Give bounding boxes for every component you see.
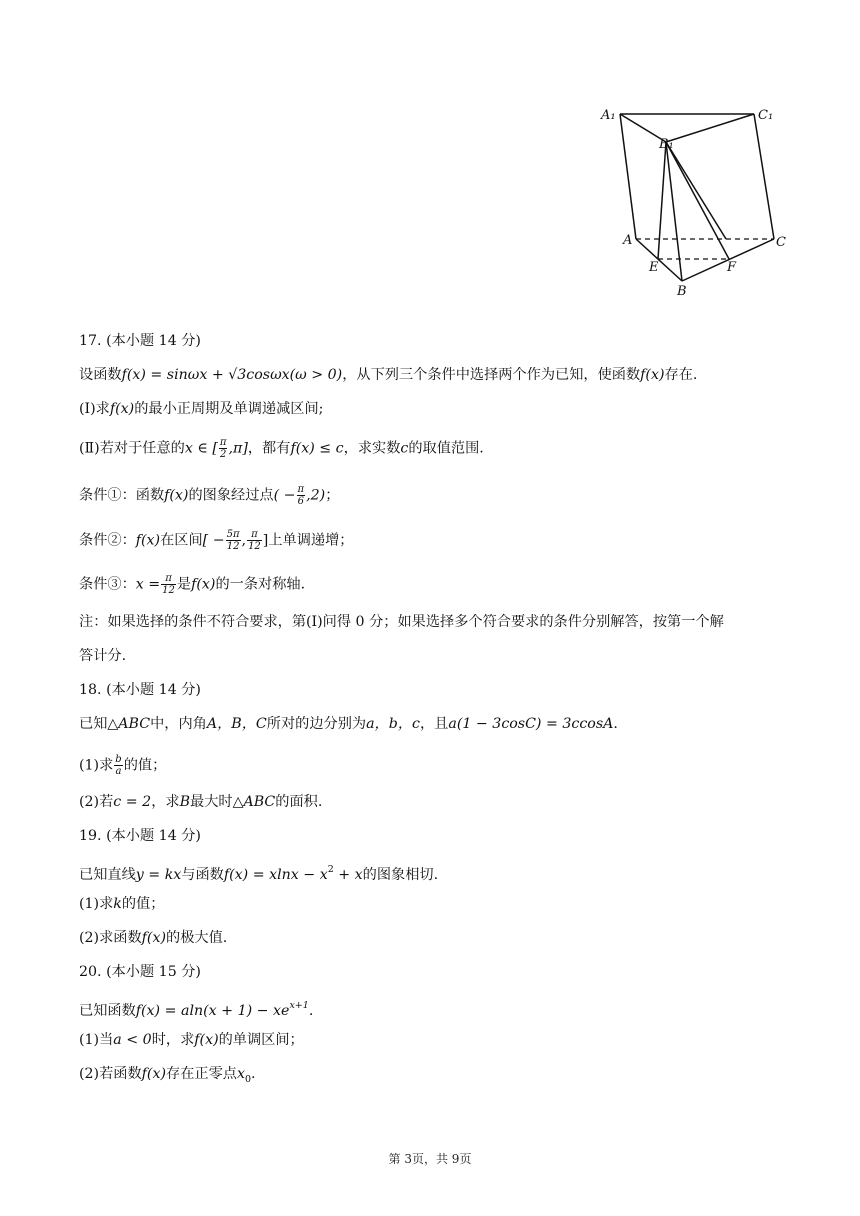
q18-header: 18. (本小题 14 分) <box>79 682 201 698</box>
label-B: B <box>677 284 687 299</box>
q19-part1: (1)求k的值； <box>79 896 165 912</box>
q18-part2: (2)若c = 2，求B最大时△ABC的面积. <box>79 794 323 810</box>
q19-part2: (2)求函数f(x)的极大值. <box>79 930 228 946</box>
label-A: A <box>623 233 633 248</box>
q19-header: 19. (本小题 14 分) <box>79 828 201 844</box>
q17-note-line-1: 注：如果选择的条件不符合要求，第(Ⅰ)问得 0 分；如果选择多个符合要求的条件分别解答，按第一个解 <box>79 614 724 630</box>
q19-intro: 已知直线y = kx与函数$f(x) = xlnx - x^2 + x$的图象相切. <box>79 864 439 883</box>
q20-header: 20. (本小题 15 分) <box>79 964 201 980</box>
label-F: F <box>727 260 737 275</box>
label-C1: C₁ <box>758 108 774 123</box>
q18-part1: (1)求 $\frac{b}{a}$ 的值； <box>79 754 167 777</box>
q17-condition-2: 条件②：f(x)在区间[ − $\frac{5\pi}{12}$ , $\frac{\pi}{12}$ ]上单调递增； <box>79 529 354 552</box>
q17-part1: (Ⅰ)求f(x)的最小正周期及单调递减区间; <box>79 401 324 417</box>
prism-figure <box>598 100 793 300</box>
q20-part2: (2)若函数f(x)存在正零点$x_0$. <box>79 1066 256 1085</box>
label-B1: B₁ <box>659 137 674 152</box>
label-E: E <box>649 260 659 275</box>
q17-part2: (Ⅱ)若对于任意的x ∈ [ $\frac{\pi}{2}$ ,π]，都有f(x) ≤ c，求实数c的取值范围. <box>79 437 484 460</box>
label-A1: A₁ <box>601 108 616 123</box>
q17-header: 17. (本小题 14 分) <box>79 333 201 349</box>
q17-condition-3: 条件③：x = $\frac{\pi}{12}$ 是f(x)的一条对称轴. <box>79 573 306 596</box>
q17-intro: 设函数f(x) = sinωx + √3cosωx(ω > 0)，从下列三个条件中选择两个作为已知，使函数f(x)存在. <box>79 367 698 383</box>
q17-note-line-2: 答计分. <box>79 648 127 664</box>
page-footer: 第 3页，共 9页 <box>388 1152 472 1166</box>
q20-intro: 已知函数$f(x) = aln(x + 1) - xe^{x+1}$. <box>79 1000 314 1019</box>
q20-part1: (1)当a < 0时，求f(x)的单调区间； <box>79 1032 304 1048</box>
q18-intro: 已知△ABC中，内角A，B，C所对的边分别为a，b，c，且a(1 − 3cosC) = 3ccosA. <box>79 716 618 732</box>
q17-condition-1: 条件①：函数f(x)的图象经过点( − $\frac{\pi}{6}$ ,2)； <box>79 484 340 507</box>
label-C: C <box>776 235 786 250</box>
